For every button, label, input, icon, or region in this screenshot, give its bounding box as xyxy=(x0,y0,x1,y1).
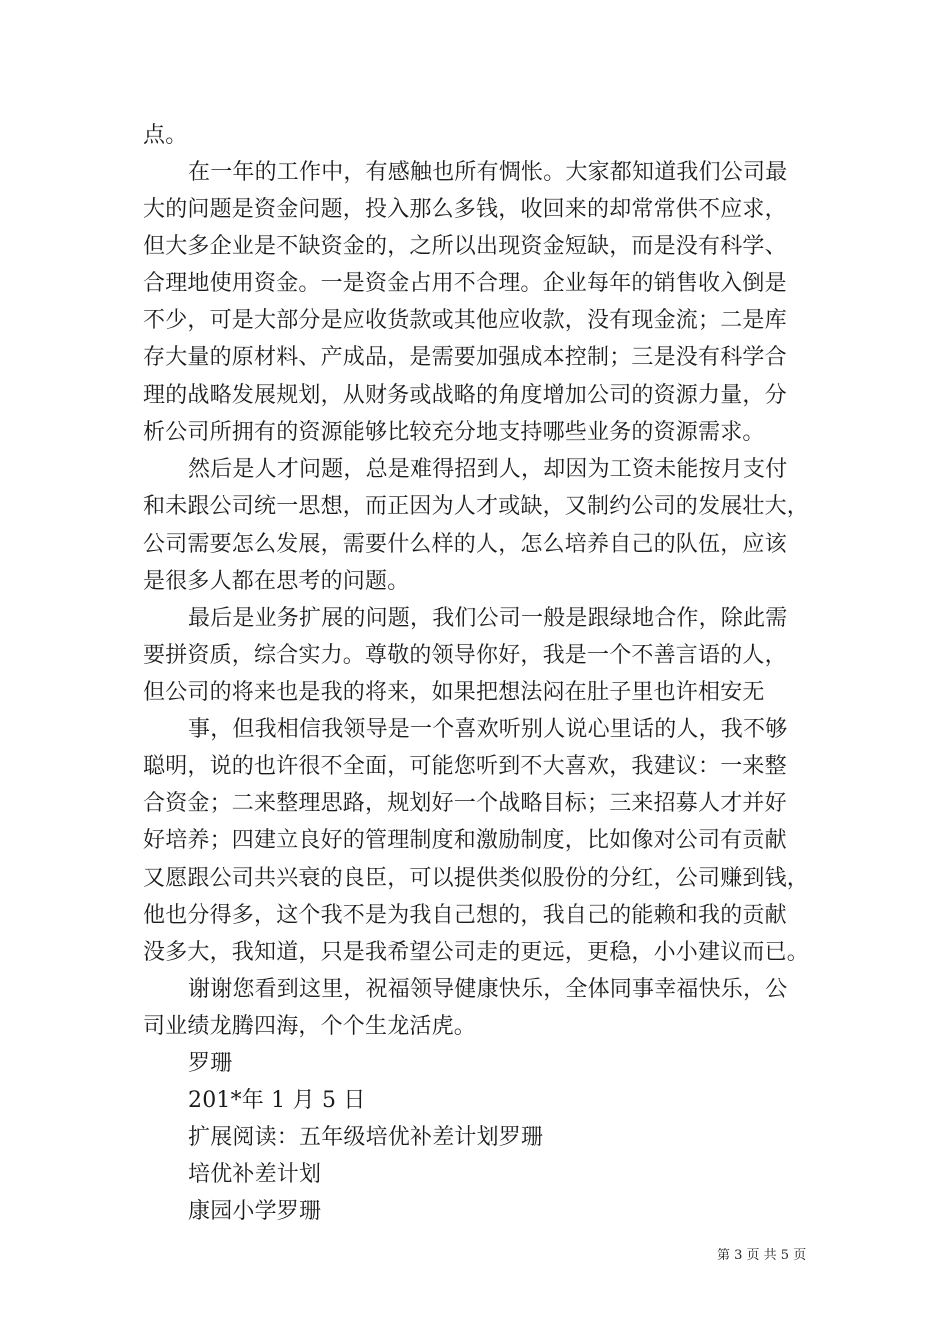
paragraph-line: 析公司所拥有的资源能够比较充分地支持哪些业务的资源需求。 xyxy=(143,420,765,445)
paragraph-line: 好培养；四建立良好的管理制度和激励制度，比如像对公司有贡献 xyxy=(143,828,787,853)
paragraph-line: 事，但我相信我领导是一个喜欢听别人说心里话的人，我不够 xyxy=(188,717,788,742)
paragraph-line: 但公司的将来也是我的将来，如果把想法闷在肚子里也许相安无 xyxy=(143,680,765,705)
plan-title: 培优补差计划 xyxy=(188,1162,322,1187)
paragraph-line: 合资金；二来整理思路，规划好一个战略目标；三来招募人才并好 xyxy=(143,791,787,816)
paragraph-line: 聪明，说的也许很不全面，可能您听到不大喜欢，我建议：一来整 xyxy=(143,754,787,779)
paragraph-line: 是很多人都在思考的问题。 xyxy=(143,569,410,594)
paragraph-line: 然后是人才问题，总是难得招到人，却因为工资未能按月支付 xyxy=(188,457,788,482)
paragraph-line: 他也分得多，这个我不是为我自己想的，我自己的能赖和我的贡献 xyxy=(143,903,787,928)
signature-name: 罗珊 xyxy=(188,1051,233,1076)
paragraph-line: 又愿跟公司共兴衰的良臣，可以提供类似股份的分红，公司赚到钱， xyxy=(143,866,810,891)
paragraph-line: 最后是业务扩展的问题，我们公司一般是跟绿地合作，除此需 xyxy=(188,606,788,631)
paragraph-line: 公司需要怎么发展，需要什么样的人，怎么培养自己的队伍，应该 xyxy=(143,532,787,557)
paragraph-line: 司业绩龙腾四海，个个生龙活虎。 xyxy=(143,1014,477,1039)
page-indicator: 第 3 页 共 5 页 xyxy=(717,1248,807,1263)
signature-date: 201*年 1 月 5 日 xyxy=(188,1088,366,1113)
paragraph-line: 理的战略发展规划，从财务或战略的角度增加公司的资源力量，分 xyxy=(143,383,787,408)
paragraph-line: 和未跟公司统一思想，而正因为人才或缺，又制约公司的发展壮大， xyxy=(143,494,810,519)
paragraph-line: 合理地使用资金。一是资金占用不合理。企业每年的销售收入倒是 xyxy=(143,271,787,296)
paragraph-line: 要拼资质，综合实力。尊敬的领导你好，我是一个不善言语的人， xyxy=(143,643,787,668)
paragraph-line: 没多大，我知道，只是我希望公司走的更远，更稳，小小建议而已。 xyxy=(143,940,810,965)
extended-reading-title: 扩展阅读：五年级培优补差计划罗珊 xyxy=(188,1125,544,1150)
paragraph-line: 谢谢您看到这里，祝福领导健康快乐，全体同事幸福快乐，公 xyxy=(188,977,788,1002)
paragraph-line: 大的问题是资金问题，投入那么多钱，收回来的却常常供不应求， xyxy=(143,197,787,222)
paragraph-line: 但大多企业是不缺资金的，之所以出现资金短缺，而是没有科学、 xyxy=(143,234,787,259)
paragraph-line: 在一年的工作中，有感触也所有惆怅。大家都知道我们公司最 xyxy=(188,160,788,185)
paragraph-line: 点。 xyxy=(143,123,188,148)
author-line: 康园小学罗珊 xyxy=(188,1199,322,1224)
paragraph-line: 存大量的原材料、产成品，是需要加强成本控制；三是没有科学合 xyxy=(143,345,787,370)
paragraph-line: 不少，可是大部分是应收货款或其他应收款，没有现金流；二是库 xyxy=(143,308,787,333)
